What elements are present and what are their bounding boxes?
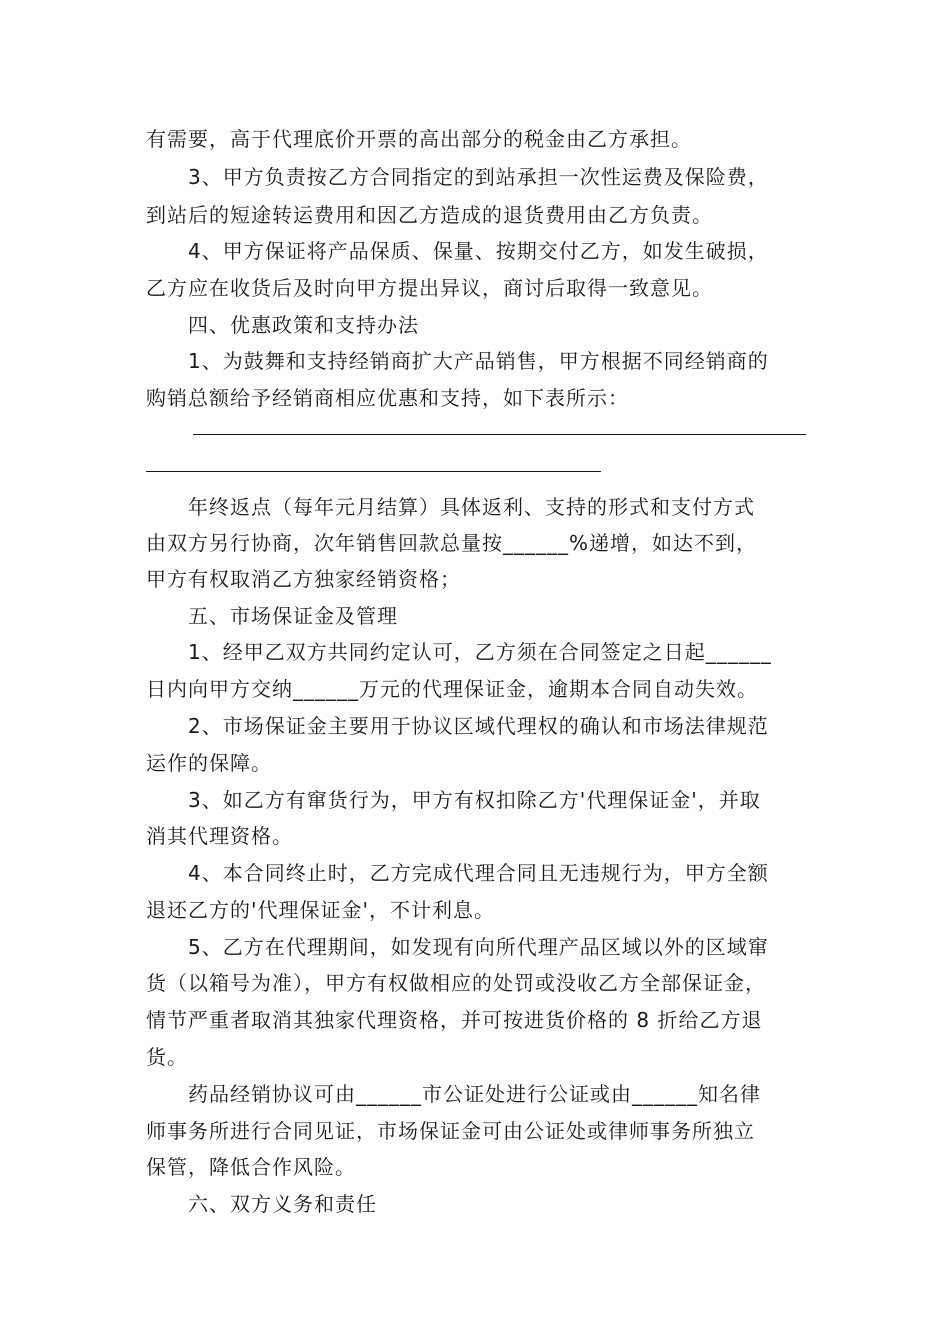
paragraph-line: 4、甲方保证将产品保质、保量、按期交付乙方，如发生破损， (188, 239, 769, 263)
paragraph-line: 有需要，高于代理底价开票的高出部分的税金由乙方承担。 (146, 127, 692, 151)
paragraph-line: 3、如乙方有窜货行为，甲方有权扣除乙方'代理保证金'，并取 (188, 788, 761, 812)
paragraph-line: 购销总额给予经销商相应优惠和支持，如下表所示： (146, 386, 629, 410)
paragraph-line: 年终返点（每年元月结算）具体返利、支持的形式和支付方式 (188, 495, 755, 519)
paragraph-line: 退还乙方的'代理保证金'，不计利息。 (146, 898, 495, 922)
paragraph-line: 情节严重者取消其独家代理资格，并可按进货价格的 8 折给乙方退 (146, 1008, 763, 1032)
paragraph-line: 甲方有权取消乙方独家经销资格； (146, 567, 461, 591)
paragraph-line: 4、本合同终止时，乙方完成代理合同且无违规行为，甲方全额 (188, 861, 769, 885)
paragraph-line: 货（以箱号为准），甲方有权做相应的处罚或没收乙方全部保证金， (146, 971, 766, 995)
paragraph-line: 运作的保障。 (146, 751, 272, 775)
paragraph-line: 消其代理资格。 (146, 824, 293, 848)
paragraph-line: 1、经甲乙双方共同约定认可，乙方须在合同签定之日起______ (188, 640, 772, 664)
section-heading: 六、双方义务和责任 (188, 1192, 377, 1216)
paragraph-line: 2、市场保证金主要用于协议区域代理权的确认和市场法律规范 (188, 714, 769, 738)
paragraph-line: 到站后的短途转运费用和因乙方造成的退货费用由乙方负责。 (146, 203, 713, 227)
section-heading: 四、优惠政策和支持办法 (188, 313, 419, 337)
paragraph-line: 日内向甲方交纳______万元的代理保证金，逾期本合同自动失效。 (146, 677, 758, 701)
paragraph-line: 1、为鼓舞和支持经销商扩大产品销售，甲方根据不同经销商的 (188, 349, 769, 373)
paragraph-line: 货。 (146, 1045, 188, 1069)
paragraph-line: 乙方应在收货后及时向甲方提出异议，商讨后取得一致意见。 (146, 276, 713, 300)
paragraph-line: 药品经销协议可由______市公证处进行公证或由______知名律 (188, 1082, 761, 1106)
blank-fill-line (146, 471, 601, 472)
paragraph-line: 保管，降低合作风险。 (146, 1155, 356, 1179)
paragraph-line: 由双方另行协商，次年销售回款总量按______%递增，如达不到， (146, 531, 758, 555)
section-heading: 五、市场保证金及管理 (188, 604, 398, 628)
paragraph-line: 师事务所进行合同见证，市场保证金可由公证处或律师事务所独立 (146, 1119, 755, 1143)
paragraph-line: 3、甲方负责按乙方合同指定的到站承担一次性运费及保险费， (188, 165, 769, 189)
paragraph-line: 5、乙方在代理期间，如发现有向所代理产品区域以外的区域窜 (188, 935, 769, 959)
blank-fill-line (193, 434, 806, 435)
